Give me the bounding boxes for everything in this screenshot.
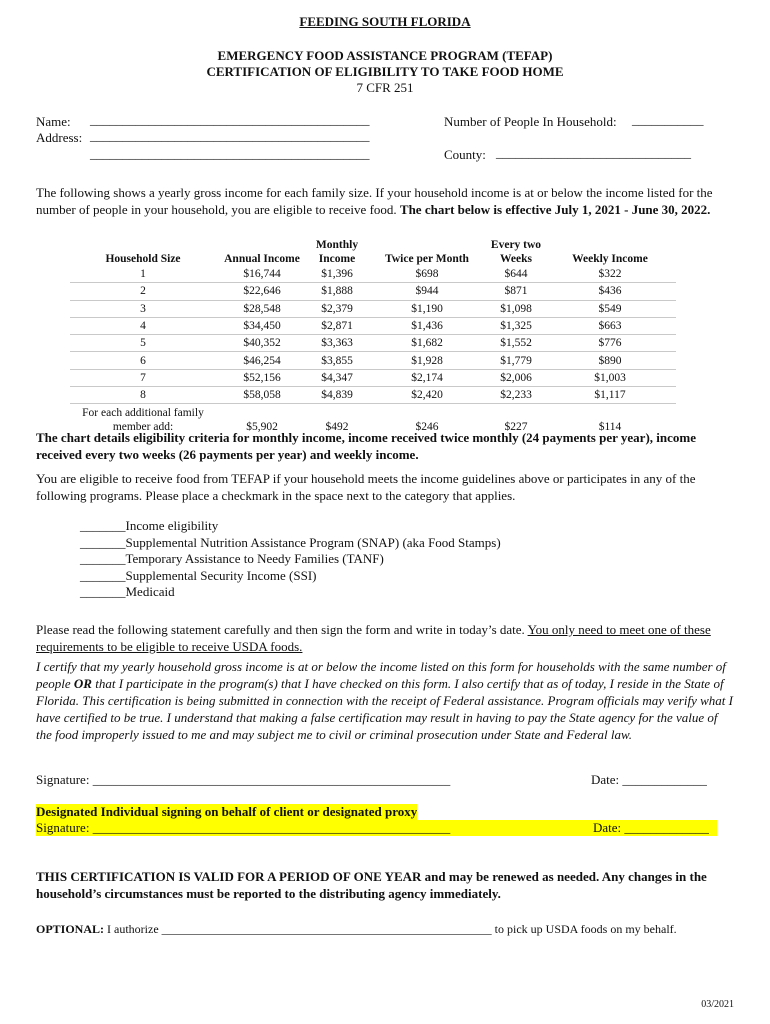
cell-weekly: $776 xyxy=(544,335,676,352)
cell-annual: $58,058 xyxy=(216,387,308,404)
optional-text: I authorize xyxy=(107,922,159,936)
cell-two-weeks: $2,006 xyxy=(488,369,544,386)
cell-annual: $16,744 xyxy=(216,266,308,283)
cell-twice-month: $1,436 xyxy=(366,317,488,334)
household-count-field[interactable]: ___________ xyxy=(632,112,704,127)
read-text: Please read the following statement carefully and then sign the form and write in today’s date. xyxy=(36,622,525,637)
cell-annual: $22,646 xyxy=(216,283,308,300)
table-row xyxy=(70,335,676,352)
address-field-line-1[interactable]: ___________________________________________ xyxy=(90,128,370,143)
signature-row xyxy=(36,772,450,788)
proxy-date xyxy=(593,820,709,836)
date-label: Date: xyxy=(591,772,620,787)
cell-two-weeks: $1,098 xyxy=(488,300,544,317)
proxy-signature-field[interactable]: _______________________________________________________ xyxy=(92,820,451,835)
program-label: Supplemental Security Income (SSI) xyxy=(125,568,317,583)
checkmark-blank[interactable]: _______ xyxy=(80,568,126,583)
form-revision: 03/2021 xyxy=(701,999,734,1010)
table-row xyxy=(70,283,676,300)
header-twice-per-month: Twice per Month xyxy=(385,253,469,265)
header-monthly-income: Monthly Income xyxy=(315,239,359,265)
signature-label: Signature: xyxy=(36,772,90,787)
program-item-ssi[interactable] xyxy=(80,568,317,584)
cell-household-size: 7 xyxy=(70,369,216,386)
date-field[interactable]: _____________ xyxy=(622,772,707,787)
name-field[interactable]: ___________________________________________ xyxy=(90,112,370,127)
validity-notice: THIS CERTIFICATION IS VALID FOR A PERIOD OF ONE YEAR and may be renewed as needed. Any changes in the household’s circumstances must be reported to the distributing agency immediately. xyxy=(36,869,707,901)
certify-text-a: I certify that my yearly household gross income is at or below the income listed on this form for households with the same number of people xyxy=(36,659,726,691)
program-label: Medicaid xyxy=(125,584,175,599)
table-row xyxy=(70,317,676,334)
proxy-signature-row xyxy=(36,820,717,836)
cell-twice-month: $944 xyxy=(366,283,488,300)
address-field-line-2[interactable]: ___________________________________________ xyxy=(90,146,370,161)
certify-or: OR xyxy=(73,676,92,691)
table-row xyxy=(70,352,676,369)
table-row xyxy=(70,387,676,404)
program-item-snap[interactable] xyxy=(80,535,501,551)
checkmark-blank[interactable]: _______ xyxy=(80,535,126,550)
cell-household-size: 1 xyxy=(70,266,216,283)
cell-two-weeks: $1,552 xyxy=(488,335,544,352)
proxy-date-label: Date: xyxy=(593,820,622,835)
cell-monthly: $4,347 xyxy=(308,369,366,386)
header-annual-income: Annual Income xyxy=(224,253,300,265)
program-label: Temporary Assistance to Needy Families (TANF) xyxy=(125,551,384,566)
header-weekly-income: Weekly Income xyxy=(572,253,648,265)
cfr-reference: 7 CFR 251 xyxy=(356,80,414,95)
optional-authorization xyxy=(36,922,677,937)
certification-title: CERTIFICATION OF ELIGIBILITY TO TAKE FOOD HOME xyxy=(206,64,564,79)
cell-additional-label: For each additional family member add: xyxy=(82,407,204,434)
chart-details: The chart details eligibility criteria for monthly income, income received twice monthly (24 payments per year), income received every two weeks (26 payments per year) and weekly income. xyxy=(36,430,696,462)
proxy-date-field[interactable]: _____________ xyxy=(624,820,709,835)
household-count-label: Number of People In Household: xyxy=(444,114,617,129)
cell-twice-month: $698 xyxy=(366,266,488,283)
signature-field[interactable]: _______________________________________________________ xyxy=(92,772,451,787)
read-statement xyxy=(36,621,736,655)
cell-monthly: $3,855 xyxy=(308,352,366,369)
program-label: Income eligibility xyxy=(125,518,219,533)
cell-annual: $40,352 xyxy=(216,335,308,352)
cell-twice-month: $1,190 xyxy=(366,300,488,317)
cell-weekly: $549 xyxy=(544,300,676,317)
optional-label: OPTIONAL: xyxy=(36,922,105,936)
cell-annual: $46,254 xyxy=(216,352,308,369)
cell-two-weeks: $1,325 xyxy=(488,317,544,334)
cell-two-weeks: $871 xyxy=(488,283,544,300)
cell-additional-annual: $5,902 xyxy=(246,421,278,434)
cell-two-weeks: $1,779 xyxy=(488,352,544,369)
cell-annual: $52,156 xyxy=(216,369,308,386)
table-header-row xyxy=(70,236,676,266)
cell-weekly: $436 xyxy=(544,283,676,300)
cell-two-weeks: $2,233 xyxy=(488,387,544,404)
intro-text: The following shows a yearly gross income for each family size. If your household income is at or below the income listed for the number of people in your household, you are eligible to receive food. xyxy=(36,185,713,217)
cell-weekly: $322 xyxy=(544,266,676,283)
cell-twice-month: $1,682 xyxy=(366,335,488,352)
signature-date xyxy=(591,772,707,788)
header-every-two-weeks: Every two Weeks xyxy=(490,239,542,265)
cell-household-size: 3 xyxy=(70,300,216,317)
cell-twice-month: $1,928 xyxy=(366,352,488,369)
cell-additional-weekly: $114 xyxy=(598,421,622,434)
cell-weekly: $1,117 xyxy=(544,387,676,404)
cell-household-size: 5 xyxy=(70,335,216,352)
optional-tail: to pick up USDA foods on my behalf. xyxy=(494,922,677,936)
program-label: Supplemental Nutrition Assistance Program (SNAP) (aka Food Stamps) xyxy=(125,535,501,550)
effective-dates: The chart below is effective July 1, 2021 - June 30, 2022. xyxy=(399,202,711,217)
read-requirement: You only need to meet one of these requirements to be eligible to receive USDA foods. xyxy=(36,622,711,654)
cell-additional-two-weeks: $227 xyxy=(504,421,528,434)
county-field[interactable]: ______________________________ xyxy=(496,145,691,160)
cell-household-size: 2 xyxy=(70,283,216,300)
cell-weekly: $1,003 xyxy=(544,369,676,386)
intro-paragraph xyxy=(36,184,736,218)
optional-proxy-field[interactable]: _______________________________________________________ xyxy=(161,922,492,936)
proxy-heading: Designated Individual signing on behalf of client or designated proxy xyxy=(36,804,418,819)
org-title: FEEDING SOUTH FLORIDA xyxy=(299,14,471,29)
checkmark-blank[interactable]: _______ xyxy=(80,584,126,599)
table-row xyxy=(70,369,676,386)
income-eligibility-table xyxy=(70,236,676,434)
cell-annual: $28,548 xyxy=(216,300,308,317)
cell-monthly: $1,396 xyxy=(308,266,366,283)
address-label: Address: xyxy=(36,130,83,145)
cell-additional-monthly: $492 xyxy=(325,421,349,434)
cell-monthly: $1,888 xyxy=(308,283,366,300)
cell-monthly: $4,839 xyxy=(308,387,366,404)
header-household-size: Household Size xyxy=(105,253,181,265)
cell-monthly: $2,871 xyxy=(308,317,366,334)
cell-twice-month: $2,420 xyxy=(366,387,488,404)
cell-weekly: $663 xyxy=(544,317,676,334)
county-label: County: xyxy=(444,147,486,162)
programs-intro: You are eligible to receive food from TEFAP if your household meets the income guidelines above or participates in any of the following programs. Please place a checkmark in the space next to the category that applies. xyxy=(36,471,696,503)
program-item-income[interactable] xyxy=(80,518,218,534)
certification-statement xyxy=(36,658,736,743)
certify-text-b: that I participate in the program(s) that I have checked on this form. I also certify that as of today, I reside in the State of Florida. This certification is being submitted in connection with the receipt of Federal assistance. Program officials may verify what I have certified to be true. I understand that making a false certification may result in having to pay the State agency for the value of the food improperly issued to me and may subject me to civil or criminal prosecution under State and Federal law. xyxy=(36,676,733,742)
cell-monthly: $3,363 xyxy=(308,335,366,352)
cell-household-size: 6 xyxy=(70,352,216,369)
cell-household-size: 8 xyxy=(70,387,216,404)
cell-monthly: $2,379 xyxy=(308,300,366,317)
cell-two-weeks: $644 xyxy=(488,266,544,283)
name-label: Name: xyxy=(36,114,71,129)
proxy-signature-label: Signature: xyxy=(36,820,90,835)
checkmark-blank[interactable]: _______ xyxy=(80,518,126,533)
cell-annual: $34,450 xyxy=(216,317,308,334)
program-item-medicaid[interactable] xyxy=(80,584,175,600)
checkmark-blank[interactable]: _______ xyxy=(80,551,126,566)
cell-twice-month: $2,174 xyxy=(366,369,488,386)
program-title: EMERGENCY FOOD ASSISTANCE PROGRAM (TEFAP) xyxy=(217,48,553,63)
table-row xyxy=(70,300,676,317)
program-item-tanf[interactable] xyxy=(80,551,384,567)
cell-household-size: 4 xyxy=(70,317,216,334)
cell-weekly: $890 xyxy=(544,352,676,369)
cell-additional-twice-month: $246 xyxy=(415,421,439,434)
table-row xyxy=(70,266,676,283)
